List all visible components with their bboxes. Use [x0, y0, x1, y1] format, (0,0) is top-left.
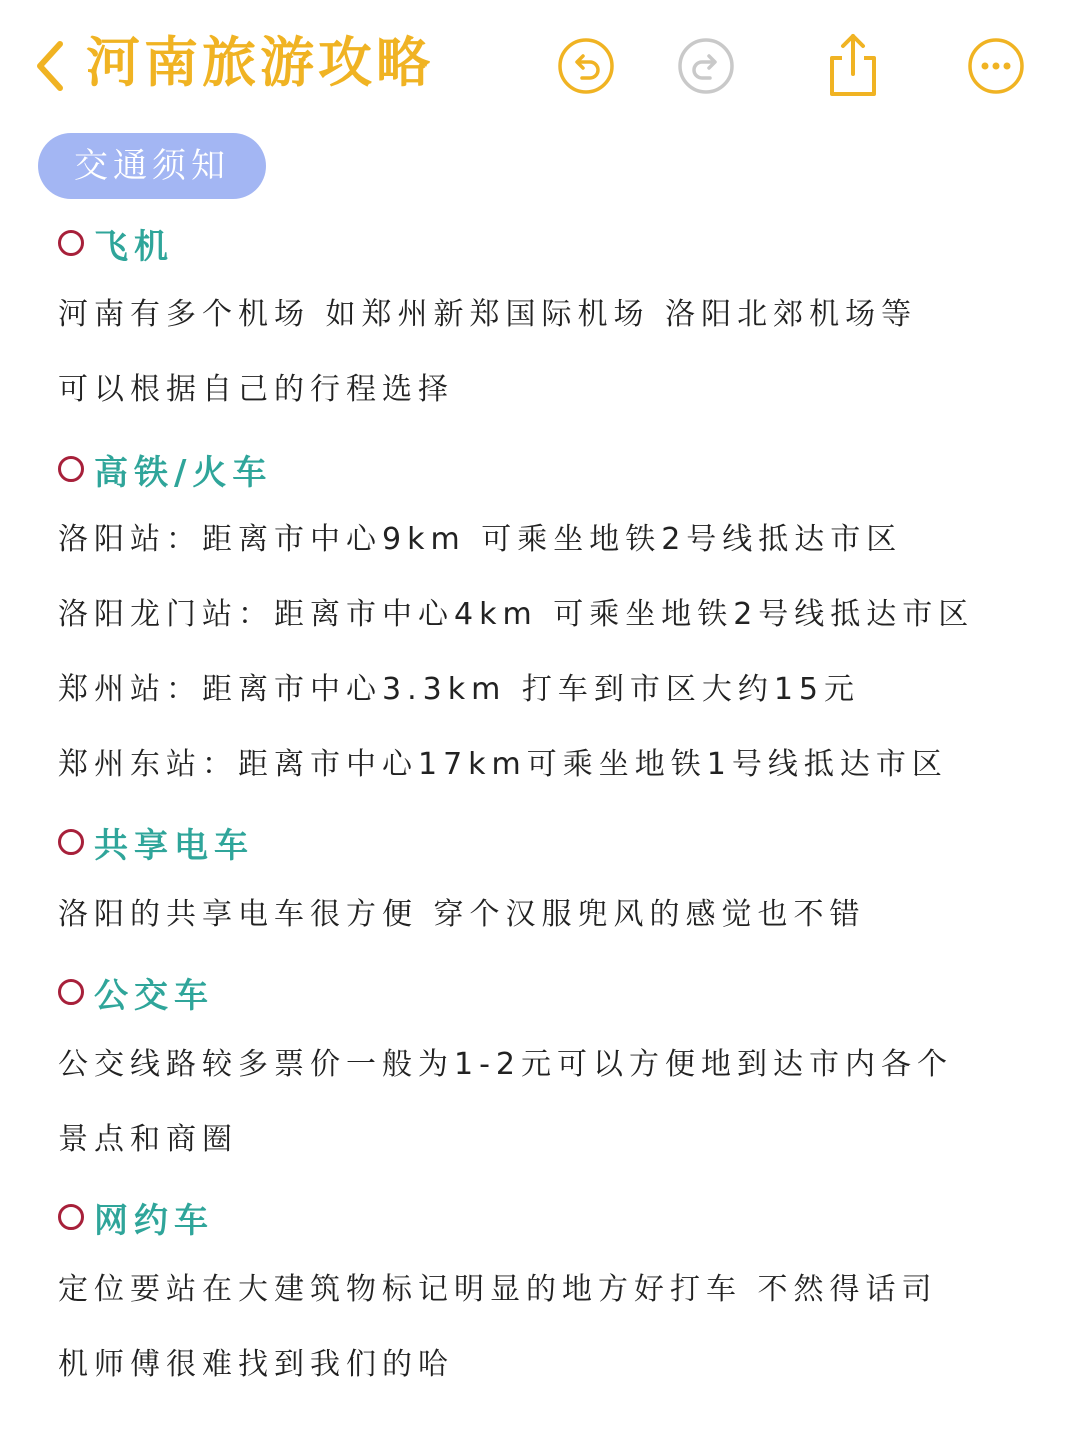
- body-line: 景点和商圈: [58, 1122, 238, 1157]
- undo-icon: [556, 36, 616, 96]
- body-line: 洛阳龙门站：距离市中心4km 可乘坐地铁2号线抵达市区: [58, 597, 975, 632]
- chevron-left-icon: [30, 38, 74, 94]
- circle-bullet-icon: [58, 1204, 84, 1230]
- body-line: 公交线路较多票价一般为1-2元可以方便地到达市内各个: [58, 1047, 953, 1082]
- body-line: 定位要站在大建筑物标记明显的地方好打车 不然得话司: [58, 1272, 938, 1307]
- redo-button[interactable]: [676, 36, 736, 96]
- body-line: 机师傅很难找到我们的哈: [58, 1347, 454, 1382]
- body-line: 郑州东站：距离市中心17km可乘坐地铁1号线抵达市区: [58, 747, 948, 782]
- body-line: 可以根据自己的行程选择: [58, 372, 454, 407]
- section-heading: [58, 967, 214, 1017]
- top-bar: [0, 22, 1080, 108]
- circle-bullet-icon: [58, 829, 84, 855]
- circle-bullet-icon: [58, 230, 84, 256]
- body-line: 河南有多个机场 如郑州新郑国际机场 洛阳北郊机场等: [58, 297, 918, 332]
- section-heading-text: 飞机: [94, 226, 174, 267]
- section-heading: [58, 1192, 214, 1242]
- redo-icon: [676, 36, 736, 96]
- undo-button[interactable]: [556, 36, 616, 96]
- section-heading-text: 高铁/火车: [94, 452, 273, 493]
- section-heading: [58, 444, 272, 494]
- body-line: 郑州站：距离市中心3.3km 打车到市区大约15元: [58, 672, 861, 707]
- section-heading: [58, 218, 174, 268]
- share-button[interactable]: [822, 30, 884, 100]
- more-button[interactable]: [966, 36, 1026, 96]
- section-heading-text: 网约车: [94, 1200, 214, 1241]
- circle-bullet-icon: [58, 456, 84, 482]
- section-heading-text: 公交车: [94, 975, 214, 1016]
- page-title: 河南旅游攻略: [86, 31, 434, 94]
- section-heading-text: 共享电车: [94, 825, 254, 866]
- share-icon: [822, 30, 884, 100]
- circle-bullet-icon: [58, 979, 84, 1005]
- body-line: 洛阳的共享电车很方便 穿个汉服兜风的感觉也不错: [58, 897, 866, 932]
- back-button[interactable]: [30, 38, 74, 94]
- more-icon: [966, 36, 1026, 96]
- section-heading: [58, 817, 254, 867]
- topic-tag: 交通须知: [38, 133, 266, 199]
- body-line: 洛阳站：距离市中心9km 可乘坐地铁2号线抵达市区: [58, 522, 903, 557]
